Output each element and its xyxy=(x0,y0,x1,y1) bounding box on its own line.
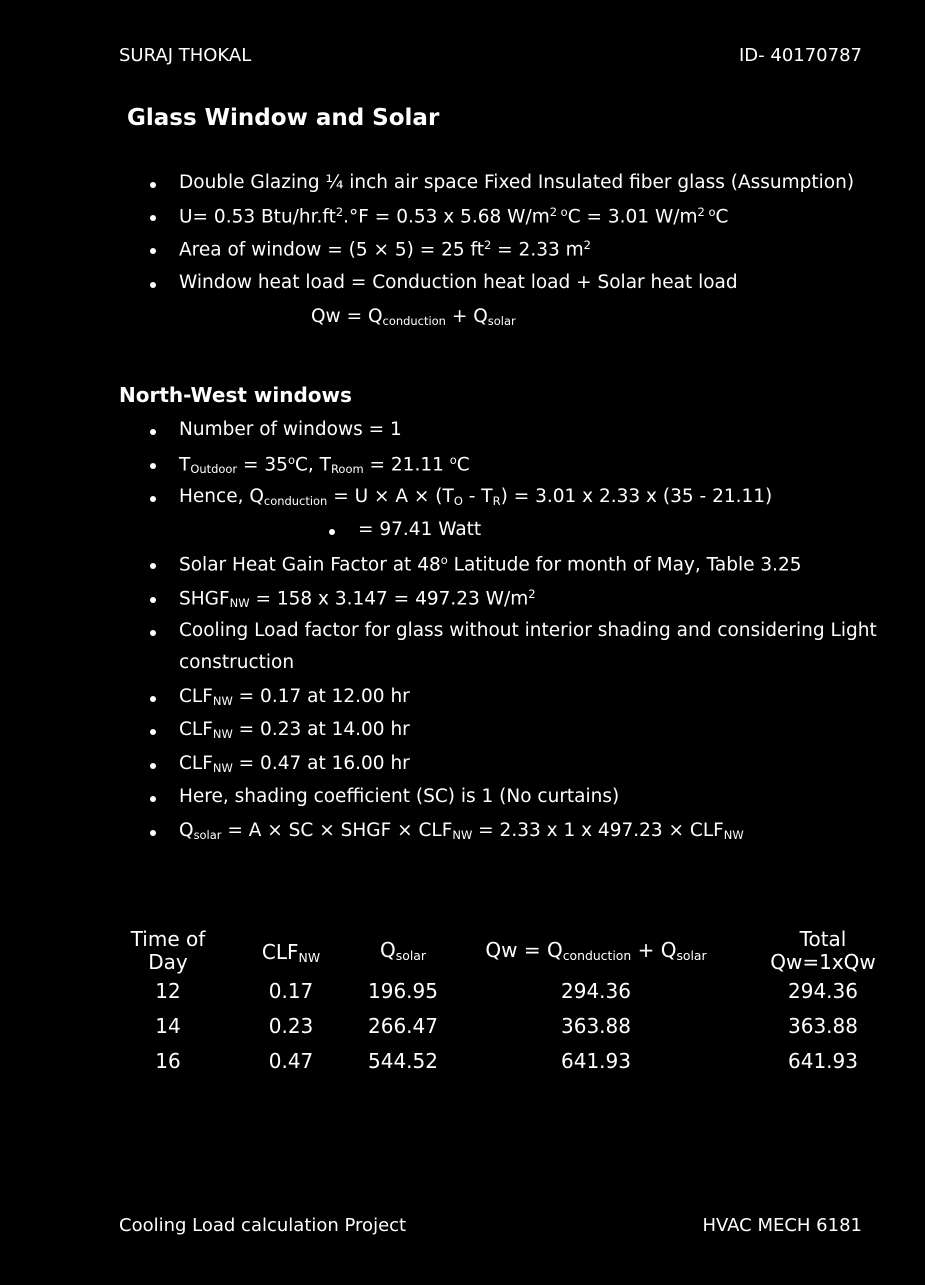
bullet-dot xyxy=(150,796,156,802)
bullet-dot xyxy=(329,529,335,535)
conduction-formula: Hence, $Q_{conduction} = U \times A \times (T_O - T_R) = 3.01$ x 2.33 x (35 - 21.11) xyxy=(179,486,773,508)
bullet-dot xyxy=(150,429,156,435)
clf-description: Cooling Load factor for glass without interior shading and considering Light xyxy=(179,620,877,641)
bullet-dot xyxy=(150,563,156,569)
footer-project: Cooling Load calculation Project xyxy=(119,1215,407,1236)
shgf-line: $SHGF_{NW} = 158$ x 3.147 = 497.23 $W/m^2$ xyxy=(179,587,536,611)
bullet-dot xyxy=(150,696,156,702)
student-id: ID- 40170787 xyxy=(738,45,862,66)
bullet-dot xyxy=(150,763,156,769)
bullet-dot xyxy=(150,248,156,254)
heat-load-line: Window heat load = Conduction heat load + Solar heat load xyxy=(179,272,738,293)
shgf-source-line: Solar Heat Gain Factor at 48$^o$ Latitude for month of May, Table 3.25 xyxy=(179,553,802,576)
bullet-dot xyxy=(150,215,156,221)
bullet-dot xyxy=(150,182,156,188)
bullet-dot xyxy=(150,830,156,836)
bullet-dot xyxy=(150,282,156,288)
author-name: SURAJ THOKAL xyxy=(119,45,252,66)
qw-equation: $Qw = Q_{conduction} + Q_{solar}$ xyxy=(311,306,516,328)
bullet-dot xyxy=(150,597,156,603)
clf-14: $CLF_{NW} = 0.23$ at 14.00 hr xyxy=(179,719,410,741)
page-title: Glass Window and Solar xyxy=(127,105,440,131)
u-value-line: U= 0.53 Btu/$hr.ft^2.^\circ F = 0.53$ x 5.68 $W/m^{2 o}C = 3.01$ $W/m^{2 o}C$ xyxy=(179,205,729,228)
bullet-dot xyxy=(150,630,156,636)
footer-course: HVAC MECH 6181 xyxy=(702,1215,862,1236)
window-count: Number of windows = 1 xyxy=(179,419,402,440)
qsolar-formula: $Q_{solar} = A$ × SC × SHGF × $CLF_{NW} = 2.33$ x 1 x $497.23 \times CLF_{NW}$ xyxy=(179,820,744,842)
clf-description-cont: construction xyxy=(179,652,295,673)
section-title: North-West windows xyxy=(119,383,352,407)
window-area-line: Area of window = (5 × 5) = 25 $ft^2 = 2.33$ $m^2$ xyxy=(179,238,591,261)
conduction-result: = 97.41 Watt xyxy=(358,519,482,540)
clf-12: $CLF_{NW} = 0.17$ at 12.00 hr xyxy=(179,686,410,708)
bullet-dot xyxy=(150,729,156,735)
bullet-dot xyxy=(150,496,156,502)
clf-16: $CLF_{NW} = 0.47$ at 16.00 hr xyxy=(179,753,410,775)
glazing-type: Double Glazing ¼ inch air space Fixed Insulated fiber glass (Assumption) xyxy=(179,172,855,193)
bullet-dot xyxy=(150,463,156,469)
temperatures-line: $T_{Outdoor} = 35^oC$, $T_{Room} = 21.11$ $^o$C xyxy=(179,453,470,477)
shading-coefficient: Here, shading coefficient (SC) is 1 (No curtains) xyxy=(179,786,620,807)
